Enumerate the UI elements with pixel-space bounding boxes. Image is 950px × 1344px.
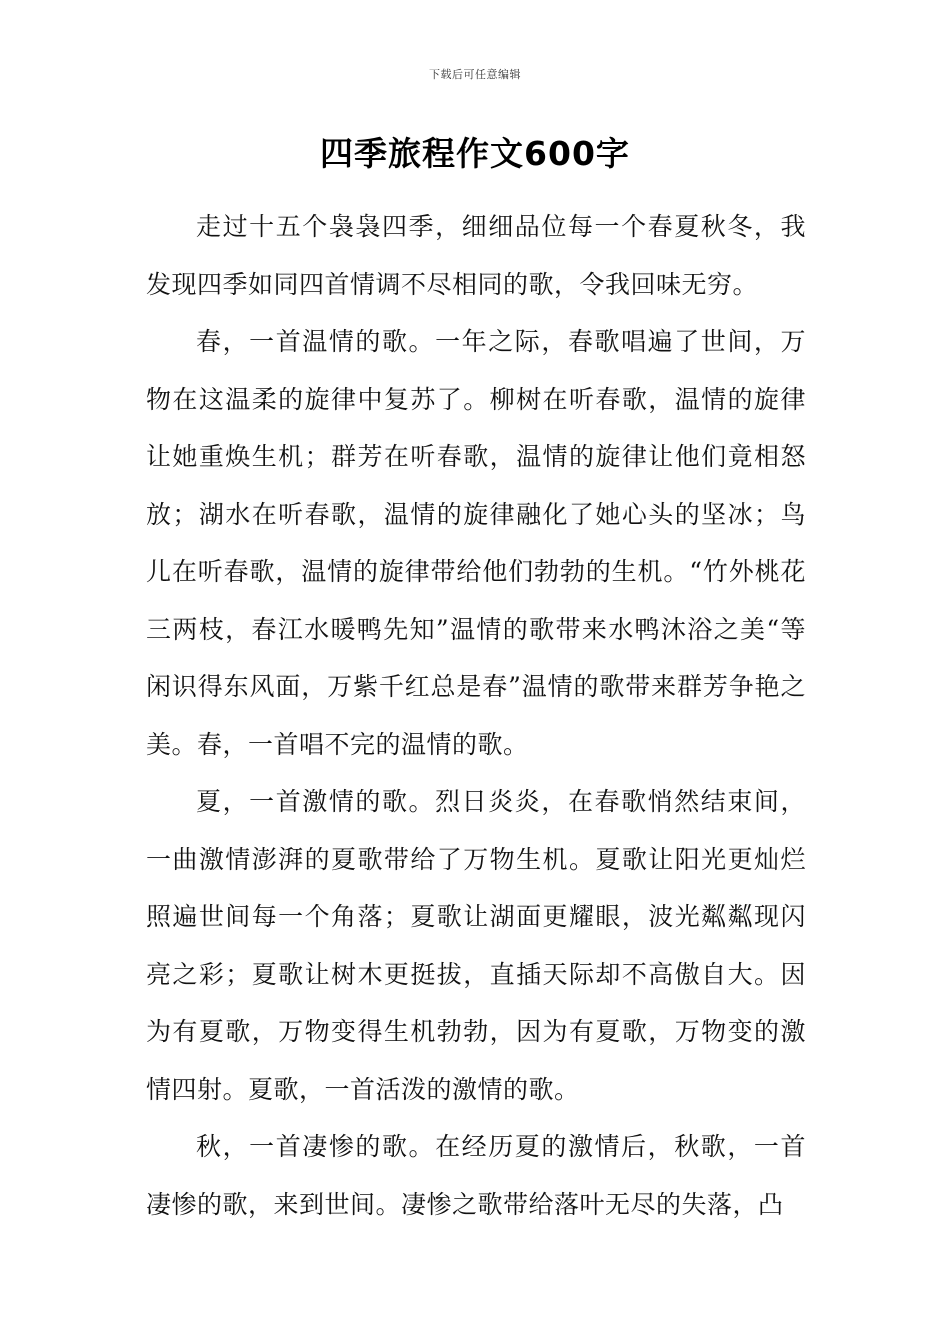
paragraph-2: 春，一首温情的歌。一年之际，春歌唱遍了世间，万物在这温柔的旋律中复苏了。柳树在听春歌，温情的旋律让她重焕生机；群芳在听春歌，温情的旋律让他们竟相怒放；湖水在听春歌，温情的旋律融化了她心头的坚冰；鸟儿在听春歌，温情的旋律带给他们勃勃的生机。“竹外桃花三两枝，春江水暖鸭先知”温情的歌带来水鸭沐浴之美“等闲识得东风面，万紫千红总是春”温情的歌带来群芳争艳之美。春，一首唱不完的温情的歌。 [146, 327, 806, 759]
page-title: 四季旅程作文600字 [320, 134, 630, 173]
paragraph-4: 秋，一首凄惨的歌。在经历夏的激情后，秋歌，一首凄惨的歌，来到世间。凄惨之歌带给落叶无尽的失落，凸 [146, 1132, 806, 1219]
header-note: 下载后可任意编辑 [429, 68, 521, 81]
essay-body [146, 198, 806, 1233]
paragraph-3: 夏，一首激情的歌。烈日炎炎，在春歌悄然结束间，一曲激情澎湃的夏歌带给了万物生机。夏歌让阳光更灿烂照遍世间每一个角落；夏歌让湖面更耀眼，波光粼粼现闪亮之彩；夏歌让树木更挺拔，直插天际却不高傲自大。因为有夏歌，万物变得生机勃勃，因为有夏歌，万物变的激情四射。夏歌，一首活泼的激情的歌。 [146, 787, 806, 1104]
paragraph-1: 走过十五个袅袅四季，细细品位每一个春夏秋冬，我发现四季如同四首情调不尽相同的歌，令我回味无穷。 [146, 212, 806, 299]
